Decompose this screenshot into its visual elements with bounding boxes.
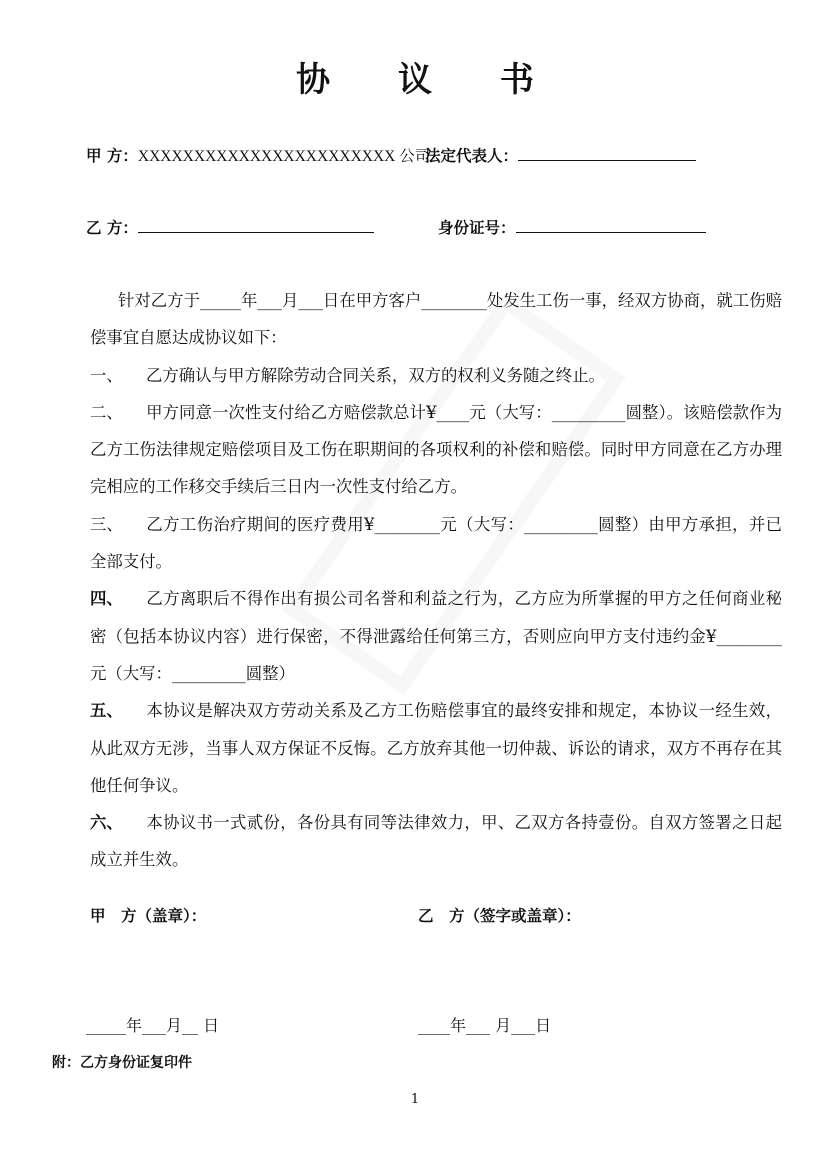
attachment-note: 附：乙方身份证复印件 — [52, 1055, 192, 1071]
legal-rep-label: 法定代表人： — [425, 147, 519, 165]
party-b-label: 乙 方： — [86, 219, 138, 237]
clause-3 — [90, 506, 782, 581]
party-b-sign-label: 乙 方（签字或盖章）： — [418, 907, 581, 925]
party-b-date[interactable]: ____年___ 月___日 — [418, 1016, 552, 1035]
id-number-label: 身份证号： — [438, 219, 516, 237]
party-a-label: 甲 方： — [86, 147, 138, 165]
agreement-body — [90, 282, 782, 879]
id-number-row — [438, 216, 706, 238]
intro-paragraph: 针对乙方于_____年___月___日在甲方客户________处发生工伤一事，经双方协商，就工伤赔偿事宜自愿达成协议如下： — [90, 291, 782, 348]
clause-number: 四、 — [90, 589, 123, 609]
party-b-row — [86, 216, 374, 238]
clause-number: 二、 — [90, 402, 123, 422]
clause-text: 乙方离职后不得作出有损公司名誉和利益之行为，乙方应为所掌握的甲方之任何商业秘密（包括本协议内容）进行保密，不得泄露给任何第三方，否则应向甲方支付违约金¥________元（大写：_________圆整） — [90, 589, 782, 683]
id-number-blank[interactable] — [516, 218, 706, 233]
clause-text: 甲方同意一次性支付给乙方赔偿款总计¥____元（大写：_________圆整）。该赔偿款作为乙方工伤法律规定赔偿项目及工伤在职期间的各项权利的补偿和赔偿。同时甲方同意在乙方办理完相应的工作移交手续后三日内一次性支付给乙方。 — [90, 402, 782, 497]
party-a-row — [86, 144, 430, 166]
clause-6 — [90, 804, 782, 879]
clause-number: 五、 — [90, 701, 123, 721]
clause-text: 乙方确认与甲方解除劳动合同关系，双方的权利义务随之终止。 — [146, 365, 605, 385]
clause-text: 乙方工伤治疗期间的医疗费用¥________元（大写：_________圆整）由甲方承担，并已全部支付。 — [90, 514, 782, 572]
clause-number: 三、 — [90, 514, 123, 534]
party-a-date[interactable]: _____年___月__ 日 — [86, 1016, 220, 1035]
party-a-value: XXXXXXXXXXXXXXXXXXXXXXX 公司 — [137, 148, 431, 165]
legal-rep-row — [425, 144, 696, 166]
party-a-seal-label: 甲 方（盖章）： — [90, 907, 207, 925]
clause-4 — [90, 580, 782, 692]
clause-number: 六、 — [90, 813, 123, 833]
clause-text: 本协议是解决双方劳动关系及乙方工伤赔偿事宜的最终安排和规定，本协议一经生效，从此双方无涉，当事人双方保证不反悔。乙方放弃其他一切仲裁、诉讼的请求，双方不再存在其他任何争议。 — [90, 701, 782, 795]
clause-text: 本协议书一式贰份，各份具有同等法律效力，甲、乙双方各持壹份。自双方签署之日起成立并生效。 — [90, 813, 782, 870]
party-b-blank[interactable] — [138, 218, 374, 233]
clause-2 — [90, 394, 782, 506]
page-title: 协 议 书 — [296, 60, 562, 100]
clause-number: 一、 — [90, 365, 123, 385]
clause-5 — [90, 692, 782, 804]
legal-rep-blank[interactable] — [518, 146, 696, 161]
page-number: 1 — [410, 1092, 420, 1107]
clause-1 — [90, 357, 782, 394]
